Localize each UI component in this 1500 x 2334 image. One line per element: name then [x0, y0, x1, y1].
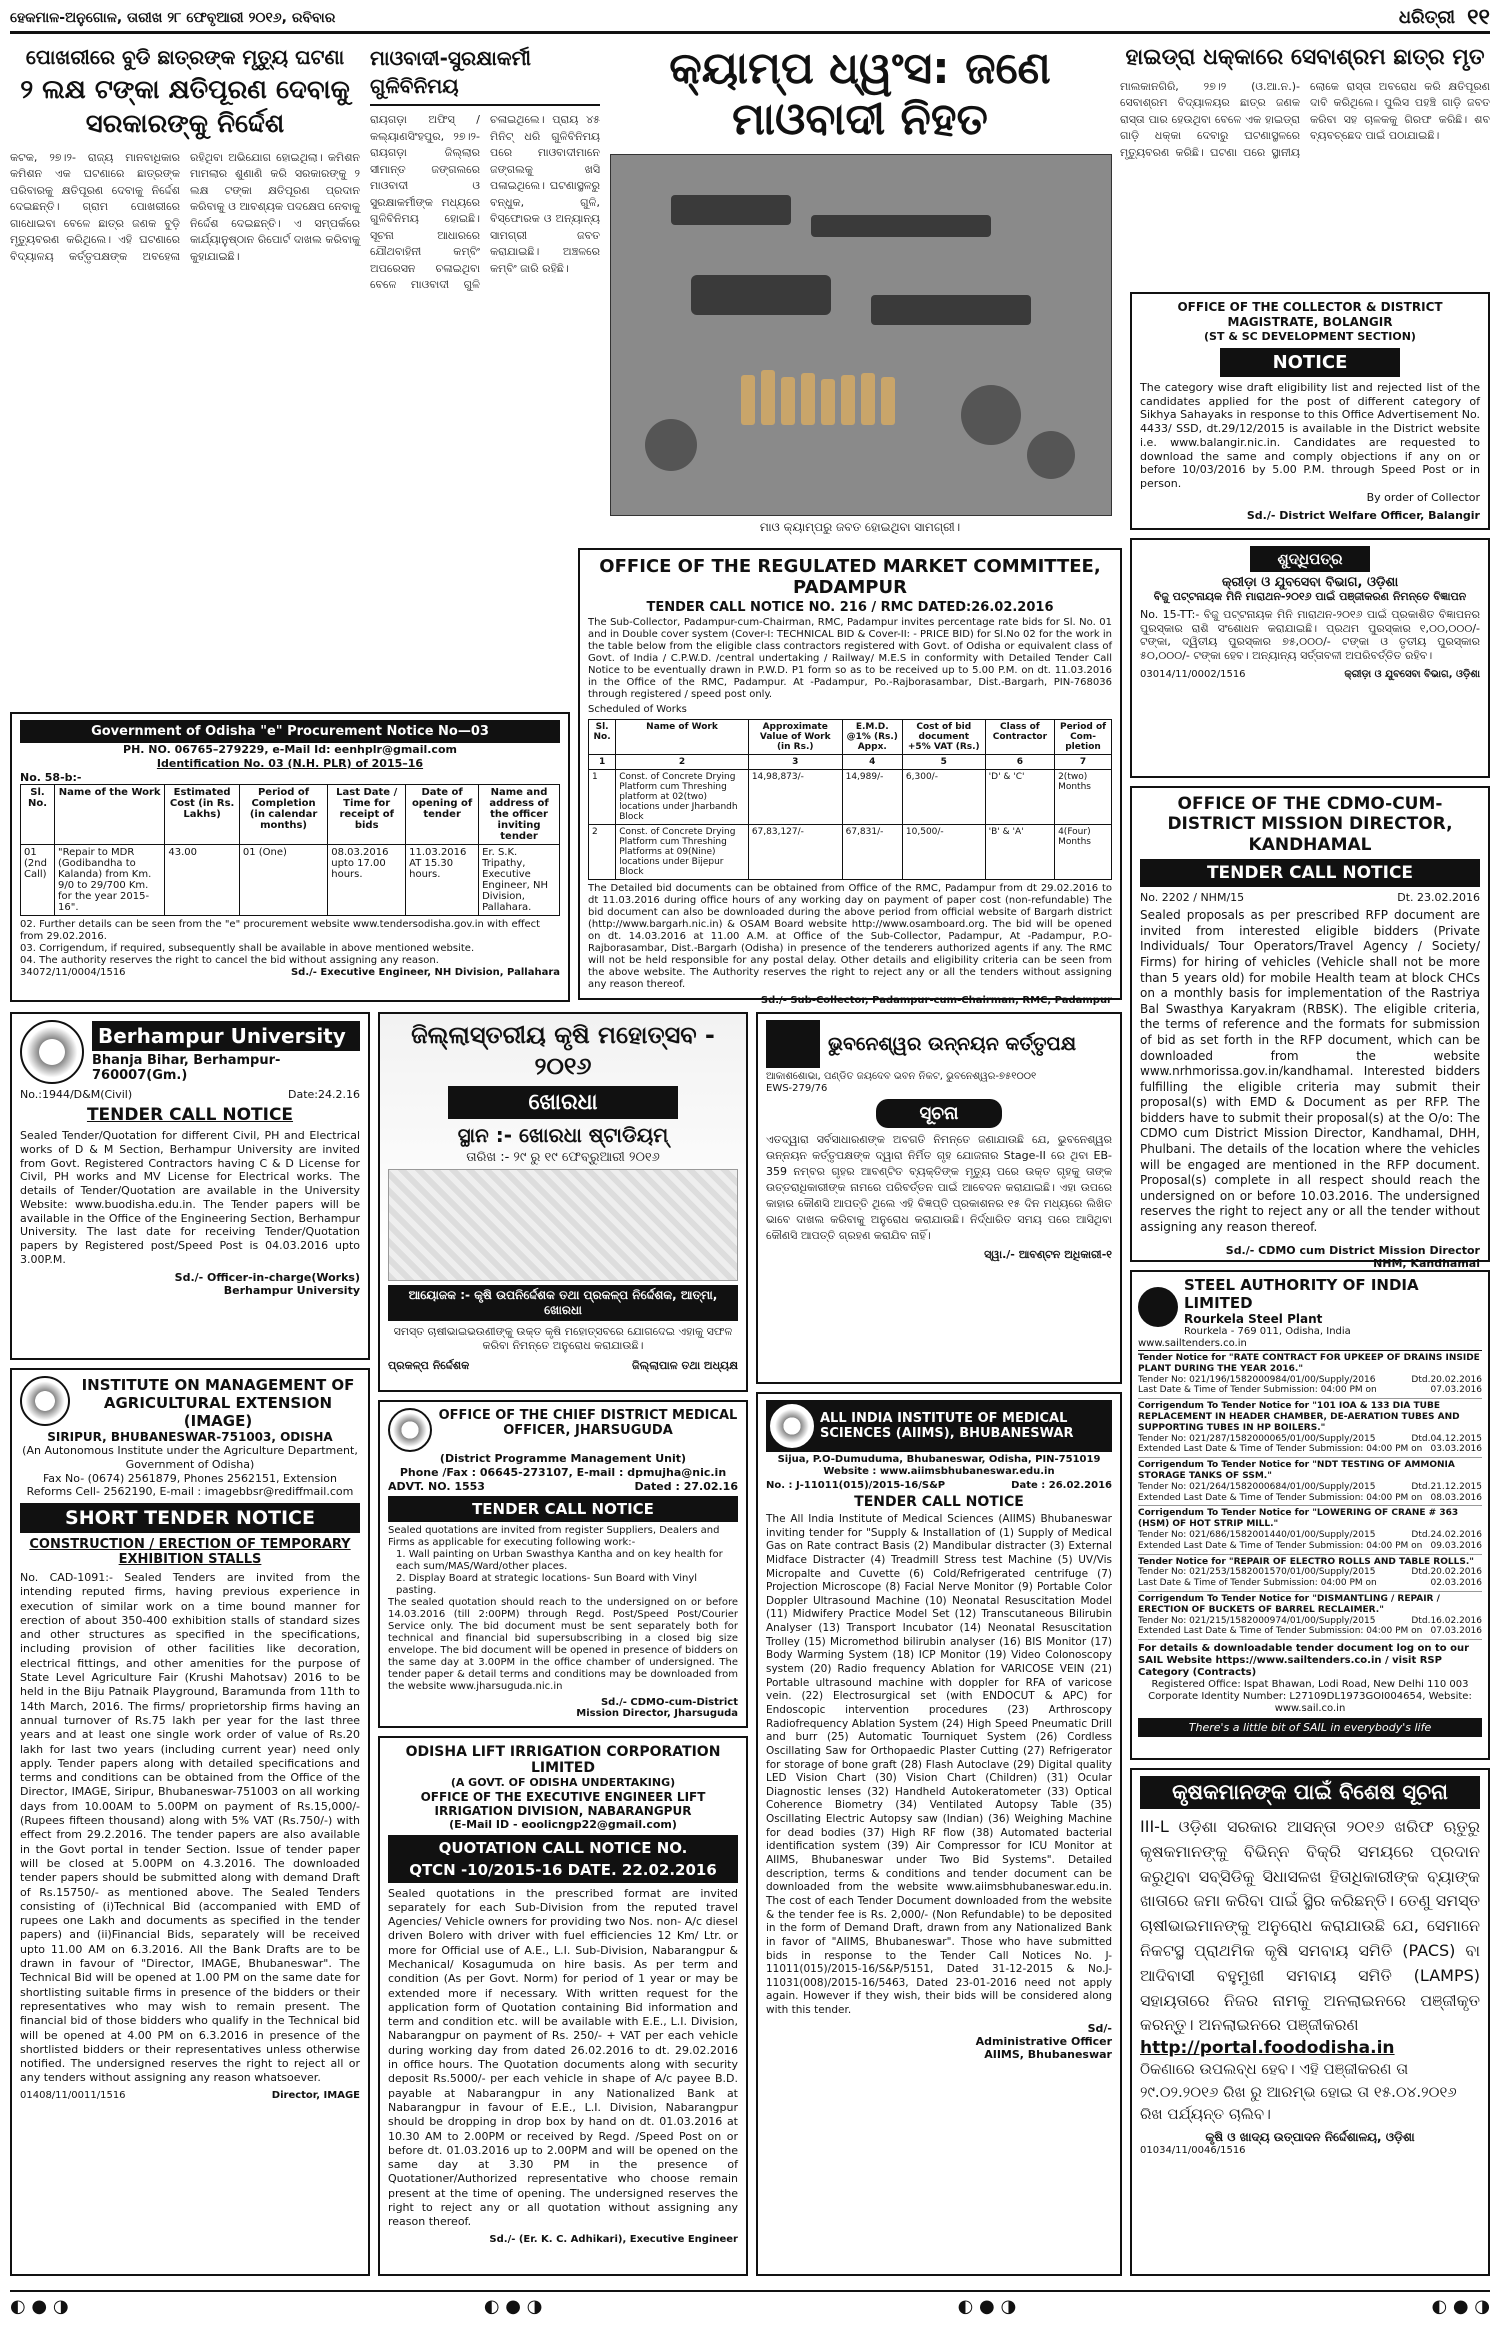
notice-subject: ବିଜୁ ପଟ୍ଟନାୟକ ମିନି ମାରାଥନ-୨୦୧୬ ପାଇଁ ପଞ୍ଜୀକରଣ ନିମନ୍ତେ ବିଜ୍ଞାପନ: [1153, 590, 1467, 603]
notice-title: ALL INDIA INSTITUTE OF MEDICAL SCIENCES (AIIMS), BHUBANESWAR: [820, 1411, 1074, 1441]
notice-label: NOTICE: [1220, 348, 1400, 377]
notice-address: SIRIPUR, BHUBANESWAR-751003, ODISHA: [47, 1430, 333, 1444]
masthead: ଧରିତ୍ରୀ: [1398, 7, 1456, 28]
lead-headline: କ୍ୟାମ୍ପ ଧ୍ୱଂସ: ଜଣେ ମାଓବାଦୀ ନିହତ: [669, 43, 1051, 145]
notice-image-institute: [10, 1368, 370, 2276]
sail-tender-line-date: 02.03.2016: [1430, 1578, 1482, 1589]
notice-bda: [756, 1012, 1122, 1384]
notice-body: The All India Institute of Medical Sciences (AIIMS) Bhubaneswar inviting tender for "Supply & Installation of (1) Supply of Medical Gas on Rate contract Basis (2) Mandibular distracter (3) External Midface Distracter (4) Treadmill Stress test Machine (5) UV/Vis Micropalte and Cuvette (6) Cold/Refrigerated centrifuge (7) Projection Microscope (8) Facial Nerve Monitor (9) Portable Color Doppler Ultrasound Machine (10) Neonatal Resuscitation Model (11) Midwifery Practice Model Set (12) Transcutaneous Bilirubin Analyser (13) Transport Incubator (14) Neonatal Resuscitation Trolley (15) Micromethod bilirubin analyser (16) BIS Monitor (17) Body Warming System (18) ICP Monitor (19) Video Colonoscopy system (20) Radio frequency Ablation for VARICOSE VEIN (21) Portable ultrasound machine with doppler for RFA of varicose vein. (22) Electrosurgical set (with ENDOCUT & APC) for Endoscopic intervention procedures (23) Arthroscopy Radiofrequency Ablation System (24) High Speed Pneumatic Drill and burr (25) Automatic Tourniquet System (26) Cordless Oscillating Saw for Orthopaedic Plaster Cutting (27) Refrigerator for storage of bone graft (28) Flash Autoclave (29) Digital quality LED Vision Chart (30) Vision Chart (Children) (31) Ocular Diagnostic lenses (32) Handheld Autokeratometer (33) Optical Coherence Biometry (34) Ventilated Autopsy Table (35) Oscillating Electric Autopsy saw (Indian) (36) Weighing Machine for dead bodies (37) High RF flow (38) Automated bacterial identification system (39) Air Compressor for ICU Monitor at AIIMS, Bhubaneswar under Two Bid Systems". Detailed description, terms & conditions and tender document can be downloaded from the website www.aiimsbhubaneswar.edu.in. The cost of each Tender Document downloaded from the website & the tender fee is Rs. 2,000/- (Non Refundable) to be deposited in the form of Demand Draft, drawn from any Nationalized Bank in favor of "AIIMS, Bhubaneswar". Those who have submitted bids in response to the Tender Call Notices No. J-11011(015)/2015-16/S&P/5151, Dated 31-12-2015 & No.J-11031(008)/2015-16/5463, Dated 23-01-2016 need not apply again. However if they wish, their bids will be considered along with this tender.: [766, 1513, 1112, 2017]
notice-by-order: By order of Collector: [1366, 490, 1480, 504]
notice-organiser: ଆୟୋଜକ :- କୃଷି ଉପନିର୍ଦ୍ଦେଶକ ତଥା ପ୍ରକଳ୍ପ ନିର୍ଦ୍ଦେଶକ, ଆତ୍ମା, ଖୋରଧା: [388, 1285, 738, 1321]
sail-tender-item: [1138, 1458, 1482, 1506]
notice-no: No. 58-b:-: [20, 770, 82, 784]
nhm-logo: [388, 1408, 432, 1452]
notice-sports-dept: [1130, 538, 1490, 778]
notice-contact: Phone /Fax : 06645-273107, E-mail : dpmujha@nic.in: [399, 1465, 727, 1479]
sail-tender-line: [1138, 1482, 1482, 1493]
institute-logo: [20, 1376, 70, 1426]
notice-code: 01408/11/0011/1516: [20, 2089, 126, 2101]
notice-label: ଶୁଦ୍ଧିପତ୍ର: [1250, 546, 1370, 572]
table-header: Last Date / Time for receipt of bids: [328, 785, 406, 845]
sail-tender-line: [1138, 1616, 1482, 1627]
notice-label: TENDER CALL NOTICE: [854, 1494, 1024, 1510]
notice-signature: Sd/-: [1087, 2021, 1112, 2035]
table-header: Name of the Work: [55, 785, 165, 845]
sail-tender-line-label: Extended Last Date & Time of Tender Submission: 04:00 PM on: [1138, 1492, 1423, 1503]
notice-title: OFFICE OF THE CDMO-CUM-DISTRICT MISSION DIRECTOR, KANDHAMAL: [1167, 794, 1453, 855]
notice-label: TENDER CALL NOTICE: [388, 1496, 738, 1522]
notice-office: OFFICE OF THE EXECUTIVE ENGINEER LIFT IRRIGATION DIVISION, NABARANGPUR: [420, 1789, 706, 1818]
farm-image: [388, 1169, 738, 1281]
notice-identification: Identification No. 03 (N.H. PLR) of 2015–16: [156, 756, 424, 770]
notice-code: 03014/11/0002/1516: [1140, 668, 1246, 680]
notice-address: Rourkela - 769 011, Odisha, India: [1184, 1326, 1351, 1337]
table-row: 01 (2nd Call) "Repair to MDR (Godibandha to Kalanda) from Km. 9/0 to 29/700 Km. for the year 2015-16". 43.00 01 (One) 08.03.2016 upto 17.00 hours. 11.03.2016 AT 15.30 hours. Er. S.K. Tripathy, Executive Engineer, NH Division, Pallahara.: [21, 845, 560, 916]
table-row: 2 Const. of Concrete Drying Platform cum Threshing Platforms at 09(Nine) locations under Bijepur Block 67,83,127/- 67,831/- 10,500/- 'B' & 'A' 4(Four) Months: [589, 825, 1112, 880]
notice-farmers: [1130, 1768, 1490, 2276]
notice-tail: ଠିକଣାରେ ଉପଲବ୍ଧ ହେବ। ଏହି ପଞ୍ଜୀକରଣ ତା ୨୯.୦୨.୨୦୧୬ ରିଖ ରୁ ଆରମ୍ଭ ହୋଇ ତା ୧୫.୦୪.୨୦୧୬ ରିଖ ପର୍ଯ୍ୟନ୍ତ ଚାଲିବ।: [1140, 2060, 1457, 2124]
notice-advt: ADVT. NO. 1553: [388, 1479, 485, 1493]
notice-signature-2: NHM, Kandhamal: [1373, 1256, 1480, 1270]
notice-contact: PH. NO. 06765–279229, e-Mail Id: eenhplr@gmail.com: [123, 743, 457, 756]
table-header: Name and address of the officer inviting tender: [479, 785, 560, 845]
notice-body: ଏତଦ୍ୱାରା ସର୍ବସାଧାରଣଙ୍କ ଅବଗତି ନିମନ୍ତେ ଜଣାଯାଉଛି ଯେ, ଭୁବନେଶ୍ୱର ଉନ୍ନୟନ କର୍ତ୍ତୃପକ୍ଷଙ୍କ ଦ୍ୱାରା ନିର୍ମିତ ଗୃହ ଯୋଜନାର Stage-II ରେ ଥିବା EB-359 ନମ୍ବର ଗୃହର ଆବଣ୍ଟିତ ବ୍ୟକ୍ତିଙ୍କ ମୃତ୍ୟୁ ପରେ ଉକ୍ତ ଗୃହକୁ ତାଙ୍କ ଉତ୍ତରାଧିକାରୀଙ୍କ ନାମରେ ପରିବର୍ତ୍ତନ ପାଇଁ ଆବେଦନ କରାଯାଇଛି। ଏହା ଉପରେ କାହାର କୌଣସି ଆପତ୍ତି ଥିଲେ ଏହି ବିଜ୍ଞପ୍ତି ପ୍ରକାଶନର ୧୫ ଦିନ ମଧ୍ୟରେ ଲିଖିତ ଭାବେ ଦାଖଲ କରିବାକୁ ଅନୁରୋଧ କରାଯାଉଛି। ନିର୍ଦ୍ଧାରିତ ସମୟ ପରେ ଆସିଥିବା କୌଣସି ଆପତ୍ତି ଗ୍ରହଣ କରାଯିବ ନାହିଁ।: [766, 1133, 1112, 1242]
notice-address: Bhanja Bihar, Berhampur-760007(Gm.): [92, 1053, 281, 1083]
sail-tender-line: [1138, 1530, 1482, 1541]
notice-plant: Rourkela Steel Plant: [1184, 1312, 1323, 1326]
sail-tender-line-date: 07.03.2016: [1430, 1385, 1482, 1396]
notice-tagline: There's a little bit of SAIL in everybody's life: [1138, 1718, 1482, 1737]
notice-title: ODISHA LIFT IRRIGATION CORPORATION LIMITED: [405, 1744, 721, 1776]
story-headline: ହାଇଡ୍ରା ଧକ୍କାରେ ସେବାଶ୍ରମ ଛାତ୍ର ମୃତ: [1125, 45, 1485, 70]
registration-mark-icon: ◐ ● ◑: [483, 2295, 543, 2317]
table-header: Period of Completion (in calendar months): [239, 785, 327, 845]
notice-cdmo-jharsuguda: [378, 1400, 748, 1728]
sail-tender-line-label: Extended Last Date & Time of Tender Submission: 04:00 PM on: [1138, 1444, 1423, 1455]
sail-tender-line-label: Tender No: 021/253/1582001570/01/00/Supply/2015: [1138, 1567, 1376, 1578]
sail-tender-line: [1138, 1375, 1482, 1386]
sail-tender-desc: Tender Notice for "REPAIR OF ELECTRO ROLLS AND TABLE ROLLS.": [1138, 1556, 1474, 1567]
notice-body: The category wise draft eligibility list and rejected list of the candidates applied for the post of different category of Sikhya Sahayaks in response to this Office Advertisement No. 4433/ SSD, dt.29/12/2015 is available in the District website i.e. www.balangir.nic.in. Candidates are requested to download the same and comply objections if any on or before 10/03/2016 by 5.00 P.M. through Speed Post or in person.: [1140, 380, 1480, 490]
notice-date: Dt. 23.02.2016: [1397, 891, 1480, 905]
notice-title: OFFICE OF THE COLLECTOR & DISTRICT MAGISTRATE, BOLANGIR: [1177, 300, 1443, 329]
notice-sail: [1130, 1270, 1490, 1760]
notice-sub: (A GOVT. OF ODISHA UNDERTAKING): [450, 1776, 676, 1789]
notice-label: TENDER CALL NOTICE: [1140, 859, 1480, 887]
sail-tender-line: [1138, 1385, 1482, 1396]
notice-label: TENDER CALL NOTICE: [86, 1105, 294, 1125]
registration-mark-icon: ◐ ● ◑: [957, 2295, 1017, 2317]
sail-tender-desc: Corrigendum To Tender Notice for "DISMANTLING / REPAIR / ERECTION OF BUCKETS OF BARREL RECLAIMER.": [1138, 1593, 1440, 1615]
notice-label: QUOTATION CALL NOTICE NO.: [388, 1835, 738, 1861]
notice-title: ଜିଲ୍ଲାସ୍ତରୀୟ କୃଷି ମହୋତ୍ସବ - ୨୦୧୬: [411, 1021, 715, 1081]
sail-tender-line: [1138, 1434, 1482, 1445]
notice-label: SHORT TENDER NOTICE: [20, 1503, 360, 1533]
notice-signature: Sd./- Officer-in-charge(Works): [174, 1270, 360, 1284]
sail-tender-line-label: Tender No: 021/287/1582000065/01/00/Supply/2015: [1138, 1433, 1376, 1444]
sail-tender-line-label: Tender No: 021/686/1582001440/01/00/Supply/2015: [1138, 1529, 1376, 1540]
sail-tender-line-date: Dtd.16.02.2016: [1411, 1615, 1482, 1626]
notice-signature: Sd./- District Welfare Officer, Balangir: [1246, 508, 1480, 522]
notice-cdmo-kandhamal: [1130, 786, 1490, 1270]
notice-body: Sealed proposals as per prescribed RFP document are invited from interested eligible bidders (Private Individuals/ Tour Operators/Travel Agency / Society/ Firms) for hiring of vehicles (Vehicle shall not be more than 5 years old) for mobile Health team at block CHCs on a monthly basis for implementation of the Rastriya Bal Swasthya Karyakram (RBSK). The eligible criteria, the terms of reference and the formats for submission of bid as set forth in the RFP document, which can be downloaded from the website www.nrhmorissa.gov.in/kandhamal. Interested bidders fulfilling the eligible criteria may submit their proposal(s) with EMD & Document as per RFP. The bidders have to submit their proposal(s) at the O/o: The CDMO cum District Mission Director, Kandhamal, DHH, Phulbani. The details of the location where the vehicles will be engaged are mentioned in the RFP document. Proposal(s) complete in all respect should reach the undersigned on or before 10.03.2016. The undersigned reserves the right to reject any or all the tender without assigning any reason thereof.: [1140, 908, 1480, 1235]
notice-note: 03. Corrigendum, if required, subsequently shall be available in above mentioned website.: [20, 943, 475, 955]
sail-tender-line-label: Extended Last Date & Time of Tender Submission: 04:00 PM on: [1138, 1540, 1423, 1551]
sail-tender-desc: Corrigendum To Tender Notice for "LOWERING OF CRANE # 363 (HSM) OF HOT STRIP MILL.": [1138, 1508, 1459, 1530]
sail-logo: [1138, 1287, 1178, 1327]
sail-tender-desc: Corrigendum To Tender Notice for "101 IOA & 133 DIA TUBE REPLACEMENT IN HEADER CHAMBER, DE-AERATION TUBES AND SUPPORTING TUBES IN HP BOILERS.": [1138, 1401, 1460, 1433]
notice-date: Date:24.2.16: [288, 1088, 360, 1101]
sail-tender-item: [1138, 1351, 1482, 1399]
notice-rmc-padampur: [578, 548, 1122, 1006]
sail-tender-line-date: Dtd.20.02.2016: [1411, 1374, 1482, 1385]
notice-email: (E-Mail ID - eoolicngp22@gmail.com): [449, 1817, 677, 1831]
sail-tender-line: [1138, 1493, 1482, 1504]
registration-mark-icon: ◐ ● ◑: [1431, 2295, 1490, 2317]
notice-item: 2. Display Board at strategic locations- Sun Board with Vinyl pasting.: [396, 1572, 698, 1596]
notice-signature: Director, IMAGE: [271, 2089, 360, 2101]
sail-tender-line-label: Last Date & Time of Tender Submission: 04:00 PM on: [1138, 1385, 1377, 1396]
notice-sub: (An Autonomous Institute under the Agriculture Department, Government of Odisha): [22, 1444, 358, 1471]
notice-no: No. 2202 / NHM/15: [1140, 891, 1245, 905]
table-row: 1 Const. of Concrete Drying Platform cum Threshing platform at 02(two) locations under Jharbandh Block 14,98,873/- 14,989/- 6,300/- 'D' & 'C' 2(two) Months: [589, 770, 1112, 825]
sail-tender-item: [1138, 1592, 1482, 1640]
notice-code: 01034/11/0046/1516: [1140, 2144, 1246, 2156]
sail-tender-line-date: Dtd.24.02.2016: [1411, 1529, 1482, 1540]
sail-tender-desc: Corrigendum To Tender Notice for "NDT TESTING OF AMMONIA STORAGE TANKS OF SSM.": [1138, 1460, 1455, 1481]
sail-tender-line-label: Extended Last Date & Time of Tender Submission: 04:00 PM on: [1138, 1626, 1423, 1637]
notice-body: The Sub-Collector, Padampur-cum-Chairman, RMC, Padampur invites percentage rate bids for Sl. No. 01 and in Double cover system (Cover-I: TECHNICAL BID & Cover-II: - PRICE BID) for Sl.No 02 for the work in the table below from the eligible class contractors registered with Govt. of Odisha or equivalent class of Govt. of India / C.P.W.D. /central undertaking / Railway/ M.E.S in conformity with Detailed Tender Call Notice to be eventually drawn in P.W.D. P1 form so as to be received up to 5.00 P.M. on dt. 11.03.2016 in the Office of the RMC, Padampur. At -Padampur, Po.-Rajborasambar, Dist.-Bargarh, PIN-768036 through registered / speed post only.: [588, 617, 1112, 700]
notice-note: 02. Further details can be seen from the "e" procurement website www.tendersodisha.gov.in with effect from 29.02.2016.: [20, 919, 541, 943]
notice-footer: For details & downloadable tender document log on to our SAIL Website https://www.sailtenders.co.in / visit RSP Category (Contracts): [1138, 1643, 1470, 1679]
notice-body: The sealed quotation should reach to the undersigned on or before 14.03.2016 (till 2:00PM) through Regd. Post/Speed Post/Courier Service only. The bid document must be sent separately both for technical and financial bid supersubscribing in a closed big size envelope. The bid document will be opened in presence of bidders on the same day at 3.00PM in the office chamber of undersigned. The tender paper & detail terms and conditions may be downloaded from the website www.jharsuguda.nic.in: [388, 1596, 738, 1692]
story-hydra-accident: [1120, 44, 1490, 284]
sail-tender-desc: Tender Notice for "RATE CONTRACT FOR UPKEEP OF DRAINS INSIDE PLANT DURING THE YEAR 2016.": [1138, 1353, 1480, 1374]
notice-web: www.sailtenders.co.in: [1138, 1338, 1482, 1351]
sail-tender-line-date: Dtd.21.12.2015: [1411, 1481, 1482, 1492]
photo-caption: ମାଓ କ୍ୟାମ୍ପରୁ ଜବତ ହୋଇଥିବା ସାମଗ୍ରୀ।: [759, 520, 961, 534]
notice-org: ଭୁବନେଶ୍ୱର ଉନ୍ନୟନ କର୍ତ୍ତୃପକ୍ଷ: [828, 1033, 1077, 1055]
story-body: କଟକ, ୨୭।୨- ରାଜ୍ୟ ମାନବାଧିକାର କମିଶନ ଏକ ଘଟଣାରେ ଛାତ୍ରଙ୍କ ପରିବାରକୁ କ୍ଷତିପୂରଣ ଦେବାକୁ ନିର୍ଦ୍ଦେଶ ଦେଇଛନ୍ତି। ଗ୍ରାମ ପୋଖରୀରେ ଗାଧୋଇବା ବେଳେ ଛାତ୍ର ଜଣକ ବୁଡ଼ି ମୃତ୍ୟୁବରଣ କରିଥିଲେ। ଏହି ଘଟଣାରେ ବିଦ୍ୟାଳୟ କର୍ତ୍ତୃପକ୍ଷଙ୍କ ଅବହେଳା ରହିଥିବା ଅଭିଯୋଗ ହୋଇଥିଲା। କମିଶନ ମାମଲାର ଶୁଣାଣି କରି ସରକାରଙ୍କୁ ୨ ଲକ୍ଷ ଟଙ୍କା କ୍ଷତିପୂରଣ ପ୍ରଦାନ କରିବାକୁ ଓ ଆବଶ୍ୟକ ପଦକ୍ଷେପ ନେବାକୁ ନିର୍ଦ୍ଦେଶ ଦେଇଛନ୍ତି। ଏ ସମ୍ପର୍କରେ କାର୍ଯ୍ୟାନୁଷ୍ଠାନ ରିପୋର୍ଟ ଦାଖଲ କରିବାକୁ କୁହାଯାଇଛି।: [10, 150, 360, 263]
notice-body: III-L ଓଡ଼ିଶା ସରକାର ଆସନ୍ତା ୨୦୧୬ ଖରିଫ ଋତୁରୁ କୃଷକମାନଙ୍କୁ ବିଭିନ୍ନ ବିକ୍ରି ସମୟରେ ପ୍ରଦାନ କରୁଥିବା ସବ୍ସିଡିକୁ ସିଧାସଳଖ ହିତାଧିକାରୀଙ୍କ ବ୍ୟାଙ୍କ ଖାତାରେ ଜମା କରିବା ପାଇଁ ସ୍ଥିର କରିଛନ୍ତି। ତେଣୁ ସମସ୍ତ ଚାଷୀଭାଇମାନଙ୍କୁ ଅନୁରୋଧ କରାଯାଉଛି ଯେ, ସେମାନେ ନିକଟସ୍ଥ ପ୍ରାଥମିକ କୃଷି ସମବାୟ ସମିତି (PACS) ବା ଆଦିବାସୀ ବହୁମୁଖୀ ସମବାୟ ସମିତି (LAMPS) ସହାୟତାରେ ନିଜର ନାମକୁ ଅନଲାଇନରେ ପଞ୍ଜୀକୃତ କରନ୍ତୁ। ଅନଲାଇନରେ ପଞ୍ଜୀକରଣ: [1140, 1817, 1481, 2035]
notice-olic: [378, 1736, 748, 2276]
notice-tender: TENDER CALL NOTICE NO. 216 / RMC DATED:26.02.2016: [646, 600, 1054, 615]
table-header: Date of opening of tender: [406, 785, 479, 845]
sail-tender-line-date: 03.03.2016: [1430, 1444, 1482, 1455]
notice-code: 34072/11/0004/1516: [20, 967, 126, 979]
notice-signature: କୃଷି ଓ ଖାଦ୍ୟ ଉତ୍ପାଦନ ନିର୍ଦ୍ଦେଶାଳୟ, ଓଡ଼ିଶା: [1205, 2129, 1415, 2144]
notice-office: Registered Office: Ispat Bhawan, Lodi Road, New Delhi 110 003: [1151, 1679, 1469, 1691]
notice-signature-2: Mission Director, Jharsuguda: [576, 1707, 738, 1719]
page-footer: [10, 2290, 1490, 2320]
notice-body: ସମସ୍ତ ଚାଷୀଭାଇଭଉଣୀଙ୍କୁ ଉକ୍ତ କୃଷି ମହୋତ୍ସବରେ ଯୋଗଦେଇ ଏହାକୁ ସଫଳ କରିବା ନିମନ୍ତେ ଅନୁରୋଧ କରାଯାଉଛି।: [393, 1325, 733, 1353]
page-header: [10, 4, 1490, 34]
notice-no: No.:1944/D&M(Civil): [20, 1088, 133, 1101]
notice-signature-2: Berhampur University: [223, 1283, 360, 1297]
notice-contact: Fax No- (0674) 2561879, Phones 2562151, Extension Reforms Cell- 2562190, E-mail : imagebbsr@rediffmail.com: [26, 1471, 354, 1499]
notice-link[interactable]: http://portal.foododisha.in: [1140, 2038, 1395, 2059]
notice-title: INSTITUTE ON MANAGEMENT OF AGRICULTURAL EXTENSION (IMAGE): [81, 1376, 355, 1430]
notice-title: STEEL AUTHORITY OF INDIA LIMITED: [1184, 1276, 1419, 1312]
notice-krushi-mahotsav: [378, 1012, 748, 1392]
notice-signature: Sd./- CDMO-cum-District: [600, 1696, 738, 1708]
notice-aiims: [756, 1392, 1122, 2276]
university-logo: [20, 1020, 84, 1084]
notice-label-2: QTCN -10/2015-16 DATE. 22.02.2016: [388, 1861, 738, 1883]
notice-title: Government of Odisha "e" Procurement Notice No—03: [20, 720, 560, 743]
procurement-table: [20, 784, 560, 916]
notice-signature: Sd./- CDMO cum District Mission Director: [1225, 1243, 1480, 1257]
page-number: ୧୧: [1467, 5, 1490, 30]
notice-district: ଖୋରଧା: [448, 1086, 678, 1119]
notice-title: କୃଷକମାନଙ୍କ ପାଇଁ ବିଶେଷ ସୂଚନା: [1140, 1776, 1480, 1809]
notice-sublabel: CONSTRUCTION / ERECTION OF TEMPORARY EXHIBITION STALLS: [29, 1537, 351, 1567]
registration-mark-icon: ◐ ● ◑: [10, 2295, 69, 2317]
notice-body: Sealed Tender/Quotation for different Civil, PH and Electrical works of D & M Section, Berhampur University are invited from Govt. Registered Contractors having C & D License for Civil, PH works and MV License for Electrical works. The details of Tender/Quotation are available in the University Website: www.buodisha.edu.in. The Tender papers will be available in the Office of the Engineering Section, Berhampur University. The last date for receiving Tender/Quotation papers by Registered post/Speed Post is 04.03.2016 upto 3.00P.M.: [20, 1129, 360, 1266]
sail-tender-list: [1138, 1351, 1482, 1640]
sail-tender-item: [1138, 1555, 1482, 1592]
sail-tender-line: [1138, 1626, 1482, 1637]
notice-sign-right: ଜିଲ୍ଲାପାଳ ତଥା ଅଧ୍ୟକ୍ଷ: [632, 1358, 738, 1372]
notice-signature: Sd./- (Er. K. C. Adhikari), Executive Engineer: [489, 2233, 738, 2245]
story-headline-2: ୨ ଲକ୍ଷ ଟଙ୍କା କ୍ଷତିପୂରଣ ଦେବାକୁ ସରକାରଙ୍କୁ ନିର୍ଦ୍ଦେଶ: [20, 75, 350, 139]
sail-tender-line-label: Tender No: 021/264/1582000684/01/00/Supply/2015: [1138, 1481, 1376, 1492]
notice-title: OFFICE OF THE REGULATED MARKET COMMITTEE, PADAMPUR: [599, 556, 1101, 598]
table-header: Sl. No.: [21, 785, 55, 845]
notice-signature: କ୍ରୀଡ଼ା ଓ ଯୁବସେବା ବିଭାଗ, ଓଡ଼ିଶା: [1344, 668, 1480, 680]
story-headline: ପୋଖରୀରେ ବୁଡି ଛାତ୍ରଙ୍କ ମୃତ୍ୟୁ ଘଟଣା: [25, 45, 345, 69]
story-maoist-exchange: [370, 44, 600, 704]
notice-signature: Sd./- Sub-Collector, Padampur-cum-Chairman, RMC, Padampur: [760, 995, 1112, 1006]
sail-tender-line: [1138, 1541, 1482, 1552]
notice-signature-2: Administrative Officer: [975, 2034, 1112, 2048]
sail-tender-line-date: Dtd.04.12.2015: [1411, 1433, 1482, 1444]
notice-body: No. 15-TT:- ବିଜୁ ପଟ୍ଟନାୟକ ମିନି ମାରାଥନ-୨୦୧୬ ପାଇଁ ପ୍ରକାଶିତ ବିଜ୍ଞାପନର ପୁରସ୍କାର ରାଶି ସଂଶୋଧନ କରାଯାଇଛି। ପ୍ରଥମ ପୁରସ୍କାର ୧,୦୦,୦୦୦/- ଟଙ୍କା, ଦ୍ୱିତୀୟ ପୁରସ୍କାର ୭୫,୦୦୦/- ଟଙ୍କା ଓ ତୃତୀୟ ପୁରସ୍କାର ୫୦,୦୦୦/- ଟଙ୍କା ହେବ। ଅନ୍ୟାନ୍ୟ ସର୍ତ୍ତାବଳୀ ଅପରିବର୍ତ୍ତିତ ରହିବ।: [1140, 607, 1480, 662]
sail-tender-line-date: 07.03.2016: [1430, 1626, 1482, 1637]
notice-title: OFFICE OF THE CHIEF DISTRICT MEDICAL OFFICER, JHARSUGUDA: [438, 1408, 738, 1438]
table-header: Estimated Cost (in Rs. Lakhs): [165, 785, 240, 845]
aiims-logo: [770, 1404, 814, 1448]
story-headline: ମାଓବାଦୀ-ସୁରକ୍ଷାକର୍ମୀ ଗୁଳିବିନିମୟ: [370, 44, 600, 106]
notice-signature-3: AIIMS, Bhubaneswar: [984, 2047, 1112, 2061]
notice-signature: Sd./- Executive Engineer, NH Division, Pallahara: [290, 967, 560, 979]
notice-web: Website : www.aiimsbhubaneswar.edu.in: [823, 1466, 1055, 1477]
notice-address: Sijua, P.O-Dumuduma, Bhubaneswar, Odisha, PIN-751019: [777, 1454, 1101, 1465]
story-pond-drowning: [10, 44, 360, 704]
notice-subtitle: (ST & SC DEVELOPMENT SECTION): [1204, 330, 1416, 343]
notice-dept: କ୍ରୀଡ଼ା ଓ ଯୁବସେବା ବିଭାଗ, ଓଡ଼ିଶା: [1221, 575, 1399, 590]
sail-tender-line: [1138, 1567, 1482, 1578]
story-body: ମାଲକାନଗିରି, ୨୭।୨ (ଓ.ଆ.ନ.)- ସେବାଶ୍ରମ ବିଦ୍ୟାଳୟର ଛାତ୍ର ଜଣକ ରାସ୍ତା ପାର ହେଉଥିବା ବେଳେ ଏକ ହାଇଡ୍ରା ଗାଡ଼ି ଧକ୍କା ଦେବାରୁ ଘଟଣାସ୍ଥଳରେ ମୃତ୍ୟୁବରଣ କରିଛି। ଘଟଣା ପରେ ସ୍ଥାନୀୟ ଲୋକେ ରାସ୍ତା ଅବରୋଧ କରି କ୍ଷତିପୂରଣ ଦାବି କରିଥିଲେ। ପୁଲିସ ପହଞ୍ଚି ଗାଡ଼ି ଜବତ କରିବା ସହ ଚାଳକକୁ ଗିରଫ କରିଛି। ଶବ ବ୍ୟବଚ୍ଛେଦ ପାଇଁ ପଠାଯାଇଛି।: [1120, 79, 1490, 159]
sail-tender-line: [1138, 1444, 1482, 1455]
notice-cin: Corporate Identity Number: L27109DL1973GOI004654, Website: www.sail.co.in: [1148, 1691, 1472, 1715]
notice-sub: (District Programme Management Unit): [439, 1452, 687, 1465]
notice-item: 1. Wall painting on Urban Swasthya Kantha and on key health for each sum/MAS/Ward/other places.: [396, 1548, 723, 1572]
bda-logo: [766, 1020, 820, 1068]
notice-address: ଆକାଶଶୋଭା, ପଣ୍ଡିତ ଜୟଦେବ ଭବନ ନିକଟ, ଭୁବନେଶ୍ୱର-୭୫୧୦୦୧: [766, 1071, 1037, 1082]
header-dateline: ହେକମାଳ-ଅନୁଗୋଳ, ତାରୀଖ ୨୮ ଫେବୃଆରୀ ୨୦୧୬, ରବିବାର: [10, 9, 336, 26]
notice-bolangir: [1130, 292, 1490, 530]
lead-photo: [610, 154, 1112, 516]
notice-intro: Sealed quotations are invited from register Suppliers, Dealers and Firms as applicable for executing following work:-: [388, 1524, 720, 1548]
notice-no: No. : J-11011(015)/2015-16/S&P: [766, 1480, 946, 1491]
sail-tender-line: [1138, 1578, 1482, 1589]
notice-berhampur-university: [10, 1012, 370, 1360]
notice-venue: ସ୍ଥାନ :- ଖୋରଧା ଷ୍ଟାଡିୟମ୍: [457, 1123, 669, 1148]
sail-tender-line-label: Tender No: 021/196/1582000984/01/00/Supply/2016: [1138, 1374, 1376, 1385]
notice-footer: The Detailed bid documents can be obtained from Office of the RMC, Padampur from dt 29.02.2016 to dt 11.03.2016 during office hours of any working day on payment of paper cost (non-refundable) The bid document can also be downloaded during the above period from official website of Bargarh district (http://www.bargarh.nic.in) & OSAM Board website http://www.osamboard.org. The bid will be opened on dt. 14.03.2016 at 11.00 A.M. at Office of the Sub-Collector, Padampur, At -Padampur, P.O- Rajborasambar, Dist.-Bargarh (Odisha) in presence of the tenderers authorized agents if any. The RMC will not be held responsible for any postal delay. Other details and eligibility criteria can be seen from the above website. The Authority reserves the right to reject any or all the tenders without assigning any reason thereof.: [588, 883, 1112, 990]
rmc-table: Sl. No. Name of Work Approximate Value of Work (in Rs.) E.M.D. @1% (Rs.) Appx. Cost of bid document +5% VAT (Rs.) Class of Contractor Period of Com-pletion 1 2 3 4 5 6 7 1 Const. of Concrete Drying Platform cum Threshing platform at 02(two) locations under Jharbandh Block 14,98,873/- 14,989/- 6,300/- 'D' & 'C' 2(two) Months 2 Const. of Concrete Drying Platform cum Threshing Platforms at 09(Nine) locations under Bijepur Block 67,83,127/- 67,831/- 10,500/- 'B' & 'A' 4(Four) Months: [588, 719, 1112, 880]
notice-date: Dated : 27.02.16: [634, 1479, 738, 1493]
notice-date: ତାରିଖ :- ୨୯ ରୁ ୧୯ ଫେବ୍ରୁଆରୀ ୨୦୧୬: [466, 1150, 660, 1166]
notice-e-procurement: [10, 712, 570, 1002]
notice-label: ସୂଚନା: [876, 1099, 1002, 1128]
notice-body: Sealed quotations in the prescribed format are invited separately for each Sub-Division from the reputed travel Agencies/ Vehicle owners for providing two Nos. non- A/c diesel driven Bolero with driver with fuel efficiencies 12 Km/ Ltr. or more for Official use of A.E., L.I. Sub-Division, Nabarangpur & Mechanical/ Kosagumuda on hire basis. As per term and condition (As per Govt. Norm) for period of 1 year or may be extended more if necessary. With written request for the application form of Quotation containing Bid information and term and condition etc. will be available with E.E., L.I. Division, Nabarangpur on payment of Rs. 250/- + VAT per each vehicle during working day from dated 26.02.2016 to dt. 29.02.2016 in office hours. The Quotation documents along with security deposit Rs.5000/- per each vehicle in shape of A/c payee B.D. payable at Nabarangpur in any Nationalized Bank at Nabarangpur in favour of E.E., L.I. Division, Nabarangpur should be dropping in drop box by hand on dt. 01.03.2016 at 10.30 AM to 2.00PM or received by Regd. /Speed Post on or before dt. 01.03.2016 up to 2.00PM and will be opened on the same day at 3.30 PM in the presence of Quotationer/Authorized representative who choose remain present at the time of opening. The undersigned reserves the right to reject any or all quotation without assigning any reason thereof.: [388, 1886, 738, 2229]
notice-code: EWS-279/76: [766, 1083, 828, 1094]
sail-tender-item: [1138, 1506, 1482, 1554]
sail-tender-line-label: Tender No: 021/215/1582000974/01/00/Supply/2015: [1138, 1615, 1376, 1626]
sail-tender-item: [1138, 1399, 1482, 1458]
notice-date: Date : 26.02.2016: [1011, 1480, 1112, 1491]
sail-tender-line-date: 09.03.2016: [1430, 1540, 1482, 1551]
notice-title: Berhampur University: [92, 1021, 360, 1051]
lead-story: [610, 44, 1110, 544]
notice-scheduled: Scheduled of Works: [588, 704, 687, 715]
sail-tender-line-date: 08.03.2016: [1430, 1492, 1482, 1503]
story-body: ରାୟଗଡ଼ା ଅଫିସ୍ / କଲ୍ୟାଣସିଂହପୁର, ୨୭।୨- ରାୟଗଡ଼ା ଜିଲ୍ଲାର ସୀମାନ୍ତ ଜଙ୍ଗଲରେ ମାଓବାଦୀ ଓ ସୁରକ୍ଷାକର୍ମୀଙ୍କ ମଧ୍ୟରେ ଗୁଳିବିନିମୟ ହୋଇଛି। ସୂଚନା ଆଧାରରେ ଯୌଥବାହିନୀ କମ୍ବିଂ ଅପରେସନ ଚଳାଇଥିବା ବେଳେ ମାଓବାଦୀ ଗୁଳି ଚଳାଇଥିଲେ। ପ୍ରାୟ ୪୫ ମିନିଟ୍ ଧରି ଗୁଳିବିନିମୟ ପରେ ମାଓବାଦୀମାନେ ଜଙ୍ଗଲକୁ ଖସି ପଳାଇଥିଲେ। ଘଟଣାସ୍ଥଳରୁ ବନ୍ଧୁକ, ଗୁଳି, ବିସ୍ଫୋରକ ଓ ଅନ୍ୟାନ୍ୟ ସାମଗ୍ରୀ ଜବତ କରାଯାଇଛି। ଅଞ୍ଚଳରେ କମ୍ବିଂ ଜାରି ରହିଛି।: [370, 113, 600, 291]
notice-signature: ସ୍ୱା./- ଆବଣ୍ଟନ ଅଧିକାରୀ-୧: [984, 1247, 1112, 1261]
notice-note: 04. The authority reserves the right to cancel the bid without assigning any reason.: [20, 955, 439, 967]
notice-body: No. CAD-1091:- Sealed Tenders are invited from the intending reputed firms, having previous experience in execution of similar work on a time bound manner for erection of about 350-400 exhibition stalls of standard sizes and other structures as specified in the specifications, including provision of other facilities like decoration, electrical fittings, and other amenities for the purpose of State Level Agriculture Fair (Krushi Mahotsav) 2016 to be held in the Biju Patnaik Playground, Baramunda from 11th to 14th March, 2016. The firms/ proprietorship firms having an annual turnover of Rs.75 lakh per year for the last three years and at least one single work order of value of Rs.20 lakh for last two years (including current year) need only apply. Tender papers along with detailed specifications and terms and conditions can be obtained from the Office of the Director, IMAGE, Siripur, Bhubaneswar-751003 on all working days from 10.00AM to 5.00PM on payment of Rs.15,000/- (Rupees fifteen thousand) along with 5% VAT (Rs.750/-) with effect from 29.2.2016. The tender papers are also available in the Govt portal in tender Section. Issue of tender paper will be closed at 5.00PM on 4.3.2016. The downloaded tender papers should be submitted along with demand Draft of Rs.15750/- as mentioned above. The Sealed Tenders consisting of (i)Technical Bid (accompanied with EMD of rupees one Lakh and documents as specified in the tender papers) and (ii)Financial Bids, separately will be received upto 11.00 AM on 6.3.2016. All the Bank Drafts are to be drawn in favour of "Director, IMAGE, Bhubaneswar". The Technical Bid will be opened at 1.00 PM on the same date for shortlisting suitable firms in presence of the bidders or their representatives who may wish to remain present. The financial bid of those bidders who qualify in the Technical bid will be opened at 4.00 PM on 6.3.2016 in presence of the shortlisted bidders or their representatives unless otherwise notified. The undersigned reserves the right to reject all or any tenders without assigning any reason whatsoever.: [20, 1571, 360, 2085]
seized-weapons-image: [611, 155, 1111, 515]
sail-tender-line-date: Dtd.20.02.2016: [1411, 1567, 1482, 1578]
sail-tender-line-label: Last Date & Time of Tender Submission: 04:00 PM on: [1138, 1578, 1377, 1589]
notice-sign-left: ପ୍ରକଳ୍ପ ନିର୍ଦ୍ଦେଶକ: [388, 1358, 470, 1372]
